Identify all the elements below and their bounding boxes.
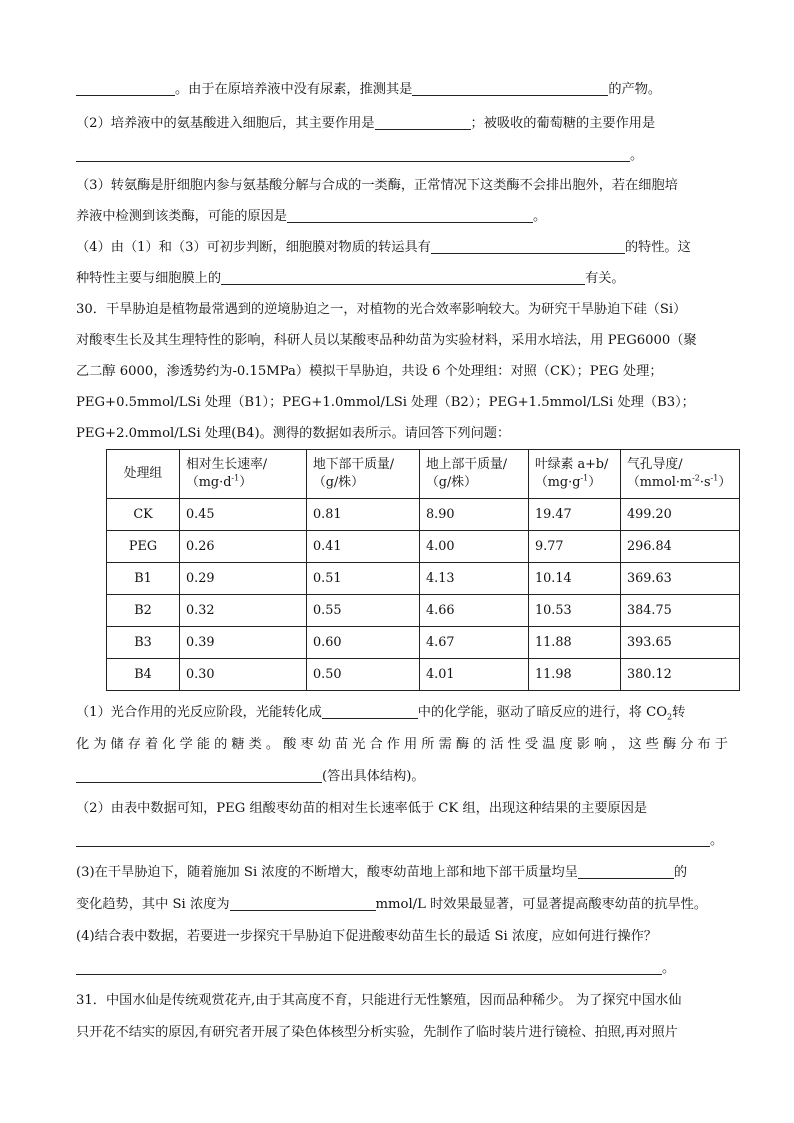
value-cell: 0.81 <box>307 499 420 531</box>
q30-intro-line-5 <box>76 418 510 449</box>
q29-sub4-text: 有关。 <box>585 271 625 286</box>
q29-sub4-line-1 <box>76 232 691 263</box>
q30-intro-text: 乙二醇 6000，渗透势约为-0.15MPa）模拟干旱胁迫，共设 6 个处理组：对照（CK）；PEG 处理； <box>76 364 663 379</box>
table-header-cell <box>107 450 180 499</box>
q30-sub4-line-1 <box>76 921 728 953</box>
group-cell: B3 <box>107 627 180 659</box>
value-cell: 10.53 <box>529 595 621 627</box>
answer-blank[interactable] <box>375 111 471 130</box>
q30-questions <box>76 697 728 1049</box>
q29-sub3-line-1 <box>76 170 678 201</box>
value-cell: 4.00 <box>420 531 529 563</box>
data-table <box>106 449 740 691</box>
q30-sub3-text: 变化趋势，其中 Si 浓度为 <box>76 897 230 912</box>
q30-sub1-text: (答出具体结构)。 <box>322 769 425 784</box>
header-unit-text: ） <box>239 475 252 490</box>
value-cell: 4.67 <box>420 627 529 659</box>
q30-intro-text: 对酸枣生长及其生理特性的影响，科研人员以某酸枣品种幼苗为实验材料，采用水培法，用 PEG6000（聚 <box>76 333 697 348</box>
value-cell: 0.55 <box>307 595 420 627</box>
value-cell: 296.84 <box>621 531 740 563</box>
q30-intro-line-2 <box>76 325 697 356</box>
header-unit-text: ） <box>718 475 732 490</box>
answer-blank[interactable] <box>221 266 585 285</box>
value-cell: 19.47 <box>529 499 621 531</box>
q30-sub3-line-1 <box>76 857 728 889</box>
answer-blank[interactable] <box>76 143 630 162</box>
q30-sub2-text: （2）由表中数据可知，PEG 组酸枣幼苗的相对生长速率低于 CK 组，出现这种结果的主要原因是 <box>76 801 648 816</box>
q31-text: 31．中国水仙是传统观赏花卉,由于其高度不育，只能进行无性繁殖，因而品种稀少。 为了探究中国水仙 <box>76 993 682 1008</box>
group-cell: B2 <box>107 595 180 627</box>
q29-sub4-text: （4）由（1）和（3）可初步判断，细胞膜对物质的转运具有 <box>76 240 431 255</box>
header-unit-sup: -1 <box>231 473 240 483</box>
group-cell: B1 <box>107 563 180 595</box>
q29-sub2-text: （2）培养液中的氨基酸进入细胞后，其主要作用是 <box>76 116 375 131</box>
answer-blank[interactable] <box>431 235 625 254</box>
q30-sub1-text: （1）光合作用的光反应阶段，光能转化成 <box>76 705 322 720</box>
header-text: 地下部干质量/ <box>313 457 395 472</box>
q30-intro-text: PEG+2.0mmol/LSi 处理(B4)。测得的数据如表所示。请回答下列问题： <box>76 426 511 441</box>
header-unit-sup: -2 <box>692 473 700 483</box>
header-unit-text: （mg·d <box>186 475 232 490</box>
period: 。 <box>710 833 724 848</box>
q30-sub1-text: 中的化学能，驱动了暗反应的进行，将 CO <box>417 705 668 720</box>
header-unit-text: ·s <box>699 475 711 490</box>
header-unit: （g/株） <box>313 475 364 490</box>
table-row <box>107 595 740 627</box>
answer-blank[interactable] <box>230 892 376 911</box>
table-header-cell <box>180 450 307 499</box>
value-cell: 0.32 <box>180 595 307 627</box>
value-cell: 0.60 <box>307 627 420 659</box>
q31-line-2 <box>76 1017 728 1049</box>
subscript: 2 <box>667 712 673 722</box>
header-unit-sup: -1 <box>580 473 589 483</box>
table-header-cell <box>420 450 529 499</box>
table-header-row <box>107 450 740 499</box>
value-cell: 0.41 <box>307 531 420 563</box>
value-cell: 380.12 <box>621 659 740 691</box>
answer-blank[interactable] <box>287 204 533 223</box>
table-row <box>107 627 740 659</box>
period: 。 <box>662 961 676 976</box>
q29-sub2-line-2 <box>76 140 643 171</box>
value-cell: 0.39 <box>180 627 307 659</box>
header-unit-text: ） <box>588 475 601 490</box>
q31-line-1 <box>76 985 728 1017</box>
group-cell: B4 <box>107 659 180 691</box>
q30-sub1-line-2 <box>76 729 728 761</box>
header-unit-sup: -1 <box>710 473 719 483</box>
value-cell: 9.77 <box>529 531 621 563</box>
q29-sub4-line-2 <box>76 263 625 294</box>
q30-intro-line-4 <box>76 387 695 418</box>
header-unit <box>535 474 614 492</box>
answer-blank[interactable] <box>578 860 674 879</box>
answer-blank[interactable] <box>76 956 662 975</box>
answer-blank[interactable] <box>76 828 710 847</box>
value-cell: 0.30 <box>180 659 307 691</box>
table-header-cell <box>307 450 420 499</box>
answer-blank[interactable] <box>412 77 608 96</box>
q30-sub2-line-2 <box>76 825 728 857</box>
q30-sub3-text: 的 <box>673 865 688 880</box>
header-unit: （g/株） <box>426 475 477 490</box>
value-cell: 0.29 <box>180 563 307 595</box>
value-cell: 0.45 <box>180 499 307 531</box>
value-cell: 0.50 <box>307 659 420 691</box>
period: 。 <box>630 148 644 163</box>
value-cell: 11.88 <box>529 627 621 659</box>
q29-sub2-line-1 <box>76 108 655 139</box>
answer-blank[interactable] <box>76 764 322 783</box>
q30-intro-line-1 <box>76 294 686 325</box>
q30-intro-text: 30．干旱胁迫是植物最常遇到的逆境胁迫之一，对植物的光合效率影响较大。为研究干旱胁迫下硅（Si） <box>76 302 687 317</box>
header-text: 叶绿素 a+b/ <box>535 457 609 472</box>
table-row <box>107 531 740 563</box>
header-text: 相对生长速率/ <box>186 457 268 472</box>
value-cell: 384.75 <box>621 595 740 627</box>
period: 。 <box>533 209 547 224</box>
answer-blank[interactable] <box>76 77 175 96</box>
header-text: 处理组 <box>123 466 163 481</box>
group-cell: PEG <box>107 531 180 563</box>
value-cell: 393.65 <box>621 627 740 659</box>
q31-text: 只开花不结实的原因,有研究者开展了染色体核型分析实验，先制作了临时装片进行镜检、拍照,再对照片 <box>76 1025 678 1040</box>
q30-sub3-text: mmol/L 时效果最显著，可显著提高酸枣幼苗的抗旱性。 <box>375 897 708 912</box>
value-cell: 4.66 <box>420 595 529 627</box>
header-unit-text: （mg·g <box>535 475 581 490</box>
q29-text: 。由于在原培养液中没有尿素，推测其是 <box>175 82 413 97</box>
header-unit-text: （mmol·m <box>627 475 693 490</box>
value-cell: 8.90 <box>420 499 529 531</box>
q30-sub1-line-3 <box>76 761 728 793</box>
value-cell: 4.01 <box>420 659 529 691</box>
table-row <box>107 499 740 531</box>
table-header-cell <box>621 450 740 499</box>
q29-sub4-text: 种特性主要与细胞膜上的 <box>76 271 222 286</box>
group-cell: CK <box>107 499 180 531</box>
q29-line-1 <box>76 74 661 105</box>
q30-sub1-text: 转 <box>672 705 686 720</box>
value-cell: 11.98 <box>529 659 621 691</box>
table-row <box>107 563 740 595</box>
header-text: 地上部干质量/ <box>426 457 508 472</box>
q30-sub3-text: (3)在干旱胁迫下，随着施加 Si 浓度的不断增大，酸枣幼苗地上部和地下部干质量均呈 <box>76 865 578 880</box>
header-text: 气孔导度/ <box>627 457 683 472</box>
value-cell: 4.13 <box>420 563 529 595</box>
header-unit <box>186 474 300 492</box>
q29-sub3-line-2 <box>76 201 546 232</box>
q30-intro-line-3 <box>76 356 663 387</box>
q30-intro-text: PEG+0.5mmol/LSi 处理（B1）；PEG+1.0mmol/LSi 处理（B2）；PEG+1.5mmol/LSi 处理（B3）； <box>76 395 695 410</box>
answer-blank[interactable] <box>322 700 418 719</box>
q30-sub4-text: (4)结合表中数据，若要进一步探究干旱胁迫下促进酸枣幼苗生长的最适 Si 浓度，应如何进行操作？ <box>76 929 657 944</box>
q29-sub4-text: 的特性。这 <box>624 240 691 255</box>
value-cell: 10.14 <box>529 563 621 595</box>
table-header-cell <box>529 450 621 499</box>
table-body <box>107 499 740 691</box>
q29-text: 的产物。 <box>608 82 662 97</box>
q30-sub4-line-2 <box>76 953 728 985</box>
header-unit <box>627 474 733 492</box>
q30-sub1-text: 化为储存着化学能的糖类。酸枣幼苗光合作用所需酶的活性受温度影响，这些酶分布于 <box>76 737 728 752</box>
value-cell: 0.26 <box>180 531 307 563</box>
value-cell: 0.51 <box>307 563 420 595</box>
q30-sub1-line-1 <box>76 697 728 729</box>
q29-sub2-text: ；被吸收的葡萄糖的主要作用是 <box>470 116 656 131</box>
q30-sub3-line-2 <box>76 889 728 921</box>
table-row <box>107 659 740 691</box>
q29-sub3-text: 养液中检测到该类酶，可能的原因是 <box>76 209 287 224</box>
value-cell: 369.63 <box>621 563 740 595</box>
value-cell: 499.20 <box>621 499 740 531</box>
q30-sub2-line-1 <box>76 793 728 825</box>
q29-sub3-text: （3）转氨酶是肝细胞内参与氨基酸分解与合成的一类酶，正常情况下这类酶不会排出胞外，若在细胞培 <box>76 178 678 193</box>
